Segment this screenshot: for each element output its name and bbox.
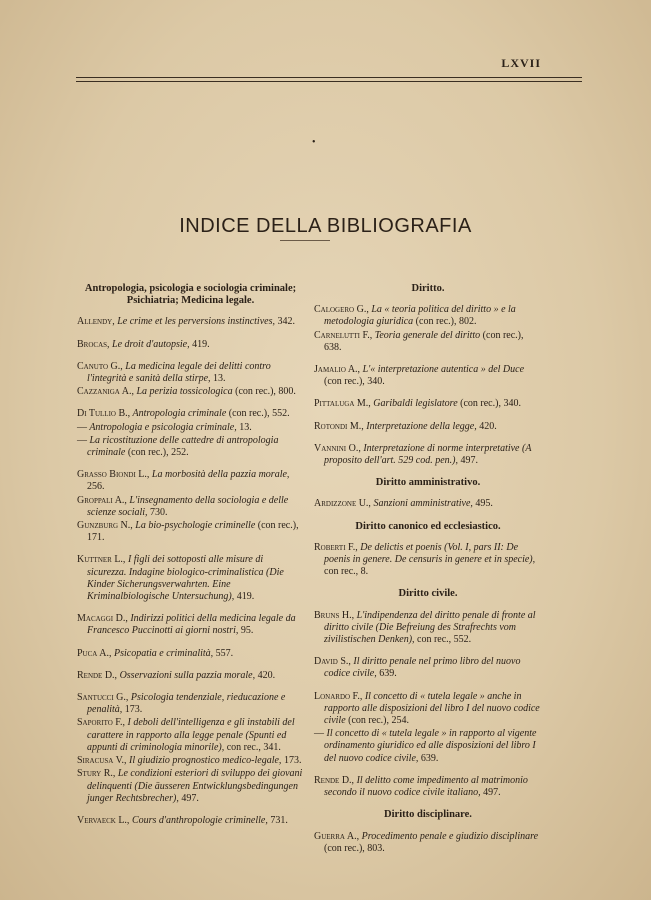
section-heading-diritto: Diritto. bbox=[411, 283, 445, 294]
entry-author: Canuto G., bbox=[77, 360, 123, 372]
entry-author: — bbox=[314, 728, 324, 740]
entry-title: L'« interpretazione autentica » del Duce bbox=[360, 364, 525, 376]
entry-title: Il delitto come impedimento al matrimonio secondo il nuovo codice civile italiano, bbox=[324, 774, 528, 799]
entry-title: Interpretazione della legge, bbox=[363, 420, 477, 432]
bibliography-entry bbox=[314, 775, 542, 799]
entry-reference: con rec., 341. bbox=[224, 741, 281, 753]
entry-title: Teoria generale del diritto bbox=[372, 329, 481, 341]
entry-reference: 557. bbox=[213, 647, 234, 659]
bibliography-entry bbox=[314, 691, 542, 728]
amministrativo-entries bbox=[314, 498, 542, 510]
entry-reference: (con rec.), 552. bbox=[226, 408, 290, 420]
page-number: LXVII bbox=[501, 56, 541, 70]
entry-author: Kuttner L., bbox=[77, 554, 126, 566]
entry-title: Antropologia criminale bbox=[130, 408, 227, 420]
bibliography-entry bbox=[77, 768, 304, 805]
entry-reference: (con rec.), 254. bbox=[345, 715, 409, 727]
entry-author: Jamalio A., bbox=[314, 364, 361, 376]
entry-reference: 639. bbox=[418, 752, 439, 764]
bibliography-entry bbox=[77, 717, 304, 754]
bibliography-entry bbox=[77, 469, 304, 493]
entry-reference: (con rec.), 803. bbox=[324, 842, 385, 854]
entry-reference: (con rec.), 252. bbox=[125, 447, 189, 459]
entry-reference: 730. bbox=[147, 506, 168, 518]
page-title: INDICE DELLA BIBLIOGRAFIA bbox=[179, 215, 472, 238]
entry-reference: 639. bbox=[376, 668, 397, 680]
bibliography-entry bbox=[77, 361, 304, 385]
bullet-mark: • bbox=[312, 137, 316, 148]
entry-title: L'indipendenza del diritto penale di fronte al diritto civile (Die Befreiung des Strafrechts vom zivilistischen Denken), bbox=[324, 609, 536, 646]
header-rule-thick bbox=[76, 77, 582, 78]
entry-title: Il diritto penale nel primo libro del nuovo codice civile, bbox=[324, 656, 521, 680]
entry-reference: (con rec.), 800. bbox=[232, 386, 296, 398]
entry-author: Brocas, bbox=[77, 338, 110, 350]
entry-title: Psicologia tendenziale, rieducazione e penalità, bbox=[87, 692, 286, 716]
entry-author: Pittaluga M., bbox=[314, 398, 371, 410]
diritto-entries bbox=[314, 304, 542, 467]
entry-title: Garibaldi legislatore bbox=[370, 398, 458, 410]
entry-title: Il concetto di « tutela legale » anche in rapporto alle disposizioni del libro I del nuovo codice civile bbox=[324, 690, 540, 727]
entry-author: Saporito F., bbox=[77, 717, 126, 729]
entry-author: Allendy, bbox=[77, 316, 115, 328]
entry-author: Grasso Biondi L., bbox=[77, 469, 150, 481]
bibliography-entry bbox=[77, 613, 304, 637]
section-heading-canonico: Diritto canonico ed ecclesiastico. bbox=[355, 520, 501, 532]
entry-title: Procedimento penale e giudizio disciplinare bbox=[359, 830, 539, 842]
entry-author: Lonardo F., bbox=[314, 690, 363, 702]
disciplinare-entries bbox=[314, 831, 542, 855]
left-column bbox=[77, 283, 304, 837]
entry-reference: 497. bbox=[480, 787, 501, 799]
entry-reference: (con rec.), 340. bbox=[324, 376, 385, 388]
entry-reference: (con rec.), 802. bbox=[413, 316, 477, 328]
entry-title: I figli dei sottoposti alle misure di sicurezza. Indagine biologico-criminalistica (Die Kinder Sicherungsverwahrten. Eine Kriminalbiologische Untersuchung), bbox=[87, 554, 284, 603]
entry-title: L'insegnamento della sociologia e delle scienze sociali, bbox=[87, 494, 289, 518]
entry-title: Indirizzi politici della medicina legale da Francesco Puccinotti ai giorni nostri, bbox=[87, 613, 296, 637]
entry-author: Rende D., bbox=[77, 669, 118, 681]
entry-title: Le crime et les perversions instinctives, bbox=[114, 316, 275, 328]
bibliography-entry bbox=[77, 316, 304, 328]
entry-title: La bio-psychologie criminelle bbox=[132, 520, 256, 532]
left-entries bbox=[77, 316, 304, 827]
bibliography-entry bbox=[314, 398, 542, 410]
entry-title: Psicopatia e criminalità, bbox=[111, 647, 214, 659]
entry-title: La medicina legale dei delitti contro l'integrità e sanità della stirpe, bbox=[87, 360, 271, 385]
entry-title: Le droit d'autopsie, bbox=[109, 338, 190, 350]
entry-author: Di Tullio B., bbox=[77, 408, 131, 420]
section-heading-antropologia: Antropologia, psicologia e sociologia criminale; Psichiatria; Medicina legale. bbox=[84, 283, 297, 307]
entry-reference: 13. bbox=[236, 421, 252, 433]
civile-entries bbox=[314, 610, 542, 800]
entry-title: La « teoria politica del diritto » e la metodologia giuridica bbox=[324, 304, 516, 328]
entry-author: Roberti F., bbox=[314, 541, 358, 553]
entry-author: David S., bbox=[314, 656, 351, 668]
bibliography-entry bbox=[77, 386, 304, 398]
bibliography-entry bbox=[314, 330, 542, 354]
bibliography-entry bbox=[77, 692, 304, 716]
entry-author: Puca A., bbox=[77, 647, 112, 659]
entry-reference: (con rec.), 340. bbox=[457, 398, 521, 410]
bibliography-entry bbox=[314, 831, 542, 855]
bibliography-entry bbox=[314, 656, 542, 680]
bibliography-entry bbox=[77, 435, 304, 459]
bibliography-entry bbox=[77, 554, 304, 603]
bibliography-entry bbox=[314, 421, 542, 433]
entry-reference: 420. bbox=[476, 420, 497, 432]
entry-author: Vannini O., bbox=[314, 442, 361, 454]
entry-reference: 95. bbox=[238, 625, 254, 637]
entry-author: Rende D., bbox=[314, 774, 355, 786]
bibliography-entry bbox=[77, 755, 304, 767]
section-heading-civile: Diritto civile. bbox=[398, 588, 458, 600]
entry-reference: 495. bbox=[472, 498, 493, 510]
entry-title: Il concetto di « tutela legale » in rapporto al vigente ordinamento giuridico ed alle disposizioni del libro I del nuovo codice civile, bbox=[324, 728, 537, 764]
entry-title: Antropologia e psicologia criminale, bbox=[87, 421, 237, 433]
bibliography-entry bbox=[77, 422, 304, 434]
entry-author: Carnelutti F., bbox=[314, 329, 373, 341]
entry-title: La ricostituzione delle cattedre di antropologia criminale bbox=[87, 434, 279, 459]
entry-title: La morbosità della pazzia morale, bbox=[149, 469, 290, 481]
entry-author: Guerra A., bbox=[314, 830, 360, 842]
entry-title: Cours d'anthropologie criminelle, bbox=[129, 814, 268, 826]
entry-reference: (con rec.), 171. bbox=[87, 520, 299, 544]
canonico-entries bbox=[314, 542, 542, 579]
section-heading-disciplinare: Diritto disciplinare. bbox=[384, 809, 472, 821]
entry-author: Gunzburg N., bbox=[77, 520, 133, 532]
entry-title: I deboli dell'intelligenza e gli instabili del carattere in rapporto alla legge penale (Spunti ed appunti di criminologia minorile), bbox=[87, 717, 295, 753]
entry-reference: 256. bbox=[87, 481, 105, 493]
entry-reference: con rec., 8. bbox=[324, 566, 369, 578]
bibliography-entry bbox=[314, 443, 542, 467]
bibliography-entry bbox=[77, 648, 304, 660]
bibliography-entry bbox=[77, 339, 304, 351]
entry-author: — bbox=[77, 434, 87, 446]
entry-author: — bbox=[77, 421, 87, 433]
bibliography-entry bbox=[77, 408, 304, 420]
bibliography-entry bbox=[77, 670, 304, 682]
entry-author: Macaggi D., bbox=[77, 613, 128, 625]
bibliography-entry bbox=[314, 364, 542, 388]
entry-author: Calogero G., bbox=[314, 304, 369, 316]
entry-author: Cazzaniga A., bbox=[77, 386, 134, 398]
entry-title: Interpretazione di norme interpretative (A proposito dell'art. 529 cod. pen.), bbox=[324, 442, 532, 467]
entry-author: Stury R., bbox=[77, 768, 116, 780]
entry-title: Il giudizio prognostico medico-legale, bbox=[126, 755, 282, 767]
bibliography-entry bbox=[314, 610, 542, 647]
entry-title: La perizia tossicologica bbox=[134, 386, 233, 398]
bibliography-entry bbox=[314, 498, 542, 510]
bibliography-entry bbox=[77, 815, 304, 827]
right-column bbox=[314, 283, 542, 865]
header-rule-thin bbox=[76, 81, 582, 82]
entry-reference: 419. bbox=[234, 591, 255, 603]
entry-reference: 419. bbox=[189, 338, 210, 350]
bibliography-entry bbox=[314, 304, 542, 328]
entry-title: Osservazioni sulla pazzia morale, bbox=[117, 669, 256, 681]
entry-title: Sanzioni amministrative, bbox=[370, 498, 473, 510]
entry-reference: (con rec.), 638. bbox=[324, 329, 524, 353]
entry-author: Bruns H., bbox=[314, 609, 355, 621]
bibliography-entry bbox=[77, 520, 304, 544]
bibliography-entry bbox=[314, 542, 542, 579]
entry-reference: 342. bbox=[274, 316, 295, 328]
entry-reference: 173. bbox=[122, 704, 143, 716]
entry-author: Groppali A., bbox=[77, 494, 127, 506]
entry-title: De delictis et poenis (Vol. I, pars II: De poenis in genere. De censuris in genere et in specie), bbox=[324, 541, 536, 566]
entry-title: Le condizioni esteriori di sviluppo dei giovani delinquenti (Die äusseren Entwicklungsbedingungen junger Rechtsbrecher), bbox=[87, 768, 303, 804]
entry-reference: 497. bbox=[457, 455, 478, 467]
title-rule bbox=[280, 240, 330, 241]
entry-author: Santucci G., bbox=[77, 692, 129, 704]
entry-reference: 420. bbox=[255, 669, 276, 681]
entry-author: Siracusa V., bbox=[77, 755, 127, 767]
entry-reference: 13. bbox=[210, 373, 226, 385]
bibliography-entry bbox=[77, 495, 304, 519]
entry-reference: 173. bbox=[281, 755, 302, 767]
entry-reference: 497. bbox=[178, 792, 199, 804]
entry-reference: con rec., 552. bbox=[414, 634, 472, 646]
bibliography-entry bbox=[314, 728, 542, 765]
entry-author: Rotondi M., bbox=[314, 420, 364, 432]
entry-author: Vervaeck L., bbox=[77, 814, 130, 826]
entry-reference: 731. bbox=[267, 814, 288, 826]
entry-author: Ardizzone U., bbox=[314, 498, 371, 510]
section-heading-amministrativo: Diritto amministrativo. bbox=[375, 477, 481, 489]
